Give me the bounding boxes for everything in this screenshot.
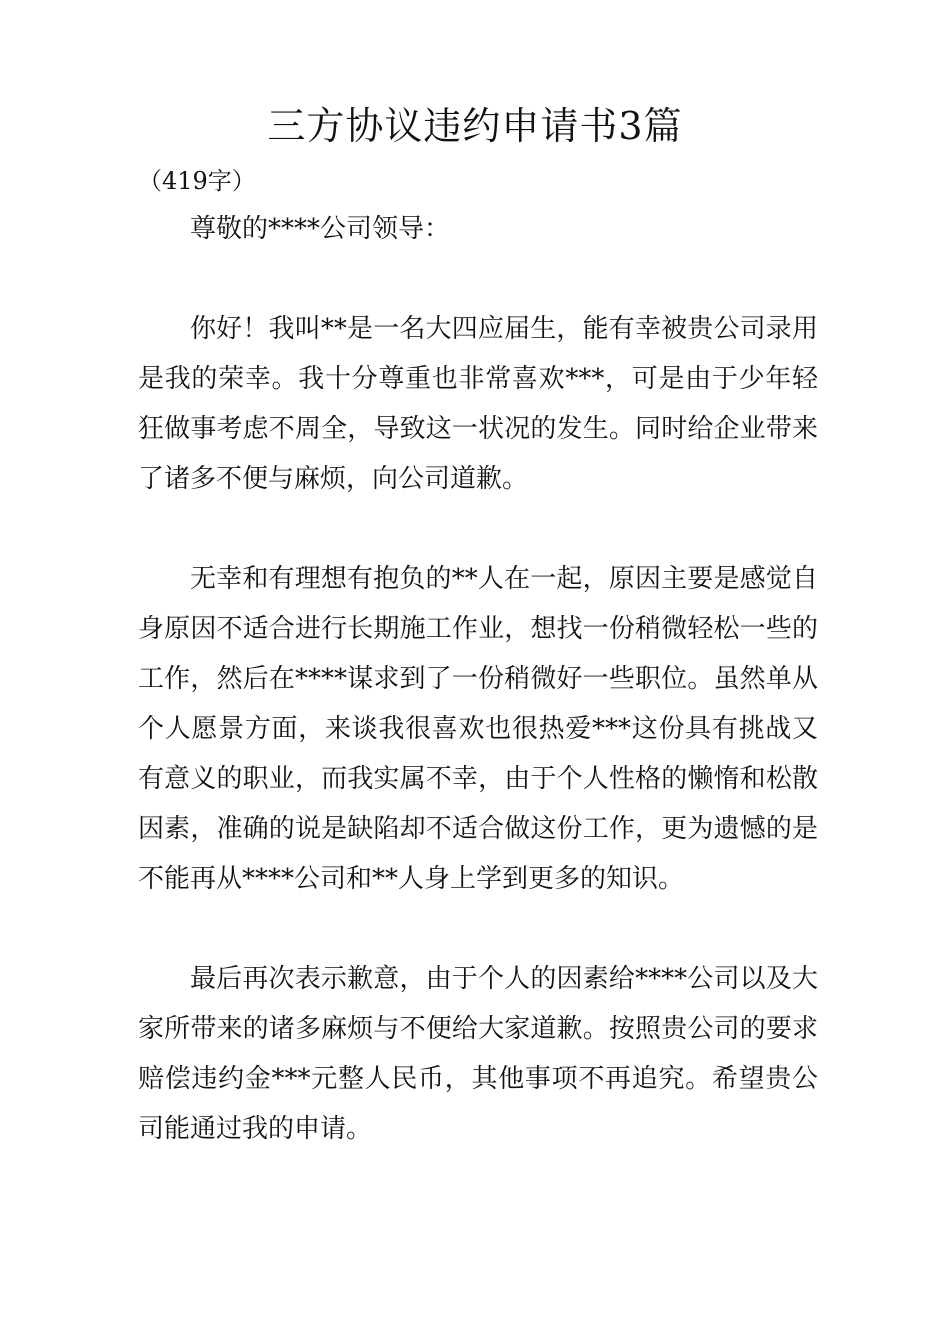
document-title: 三方协议违约申请书3篇 — [267, 104, 683, 148]
paragraph-1: 你好！我叫**是一名大四应届生，能有幸被贵公司录用是我的荣幸。我十分尊重也非常喜欢***，可是由于少年轻狂做事考虑不周全，导致这一状况的发生。同时给企业带来了诸多不便与麻烦，向公司道歉。 — [138, 314, 818, 494]
paragraph-3: 最后再次表示歉意，由于个人的因素给****公司以及大家所带来的诸多麻烦与不便给大家道歉。按照贵公司的要求赔偿违约金***元整人民币，其他事项不再追究。希望贵公司能通过我的申请。 — [138, 964, 818, 1144]
paragraph-2: 无幸和有理想有抱负的**人在一起，原因主要是感觉自身原因不适合进行长期施工作业，想找一份稍微轻松一些的工作，然后在****谋求到了一份稍微好一些职位。虽然单从个人愿景方面，来谈我很喜欢也很热爱***这份具有挑战又有意义的职业，而我实属不幸，由于个人性格的懒惰和松散因素，准确的说是缺陷却不适合做这份工作，更为遗憾的是不能再从****公司和**人身上学到更多的知识。 — [138, 564, 818, 894]
greeting: 尊敬的****公司领导： — [190, 214, 451, 244]
word-count: （419字） — [138, 167, 256, 195]
